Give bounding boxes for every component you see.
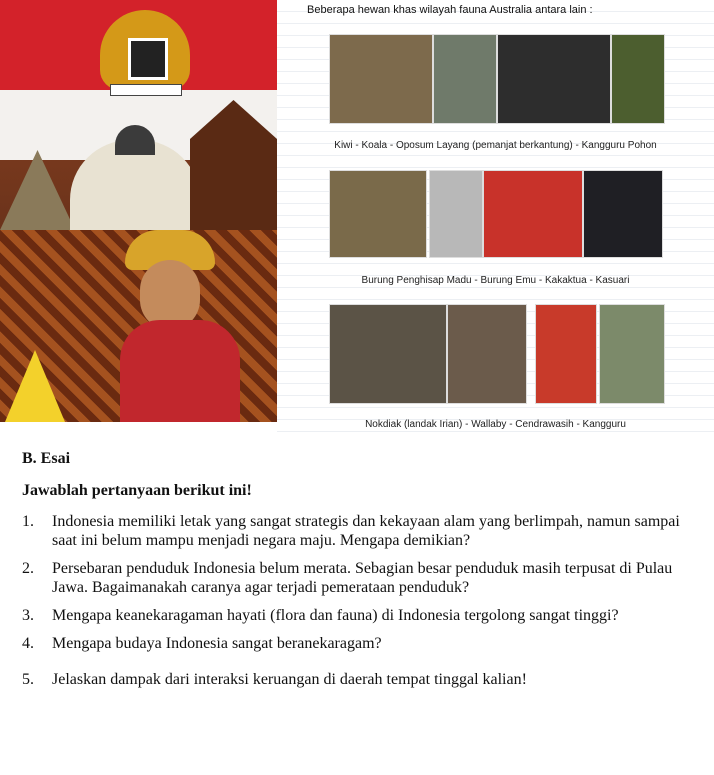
question-text: Persebaran penduduk Indonesia belum merata. Sebagian besar penduduk masih terpusat di Pulau Jawa. Bagaimanakah caranya agar terjadi pemerataan penduduk? [52,560,673,596]
dancer-costume [120,320,240,422]
question-text: Mengapa keanekaragaman hayati (flora dan fauna) di Indonesia tergolong sangat tinggi? [52,607,619,624]
essay-section [22,444,702,702]
kangaroo-photo [599,304,665,404]
fauna-intro-text: Beberapa hewan khas wilayah fauna Australia antara lain : [307,4,593,16]
fauna-panel [277,0,714,432]
question-item [22,559,702,597]
question-text: Jelaskan dampak dari interaksi keruangan di daerah tempat tinggal kalian! [52,671,527,688]
question-text: Indonesia memiliki letak yang sangat strategis dan kekayaan alam yang berlimpah, namun sampai saat ini belum mampu menjadi negara maju. Mengapa demikian? [52,513,680,549]
garuda-ribbon [110,84,182,96]
question-number: 2. [22,560,34,577]
question-number: 4. [22,635,34,652]
question-item [22,634,702,653]
emu-photo [429,170,483,258]
question-list [22,512,702,693]
fauna-row-1-caption: Kiwi - Koala - Oposum Layang (pemanjat berkantung) - Kangguru Pohon [334,140,657,151]
indonesian-culture-collage [0,0,277,422]
temple-silhouette [0,150,75,230]
tree-kangaroo-photo [611,34,665,124]
cassowary-photo [583,170,663,258]
bird-of-paradise-photo [535,304,597,404]
question-item [22,512,702,550]
question-number: 3. [22,607,34,624]
garuda-shield [128,38,168,80]
question-text: Mengapa budaya Indonesia sangat beranekaragam? [52,635,382,652]
section-title: B. Esai [22,450,71,467]
fauna-row-3-caption: Nokdiak (landak Irian) - Wallaby - Cendrawasih - Kangguru [365,419,626,430]
wallaby-photo [447,304,527,404]
fauna-row-2-caption: Burung Penghisap Madu - Burung Emu - Kakaktua - Kasuari [361,275,630,286]
honeyeater-photo [329,170,427,258]
echidna-photo [329,304,447,404]
question-item [22,606,702,625]
question-item [22,667,702,693]
koala-photo [433,34,497,124]
instruction-text: Jawablah pertanyaan berikut ini! [22,482,252,499]
question-number: 1. [22,513,34,530]
cockatoo-photo [483,170,583,258]
question-number: 5. [22,671,34,688]
kiwi-photo [329,34,433,124]
opossum-photo [497,34,611,124]
